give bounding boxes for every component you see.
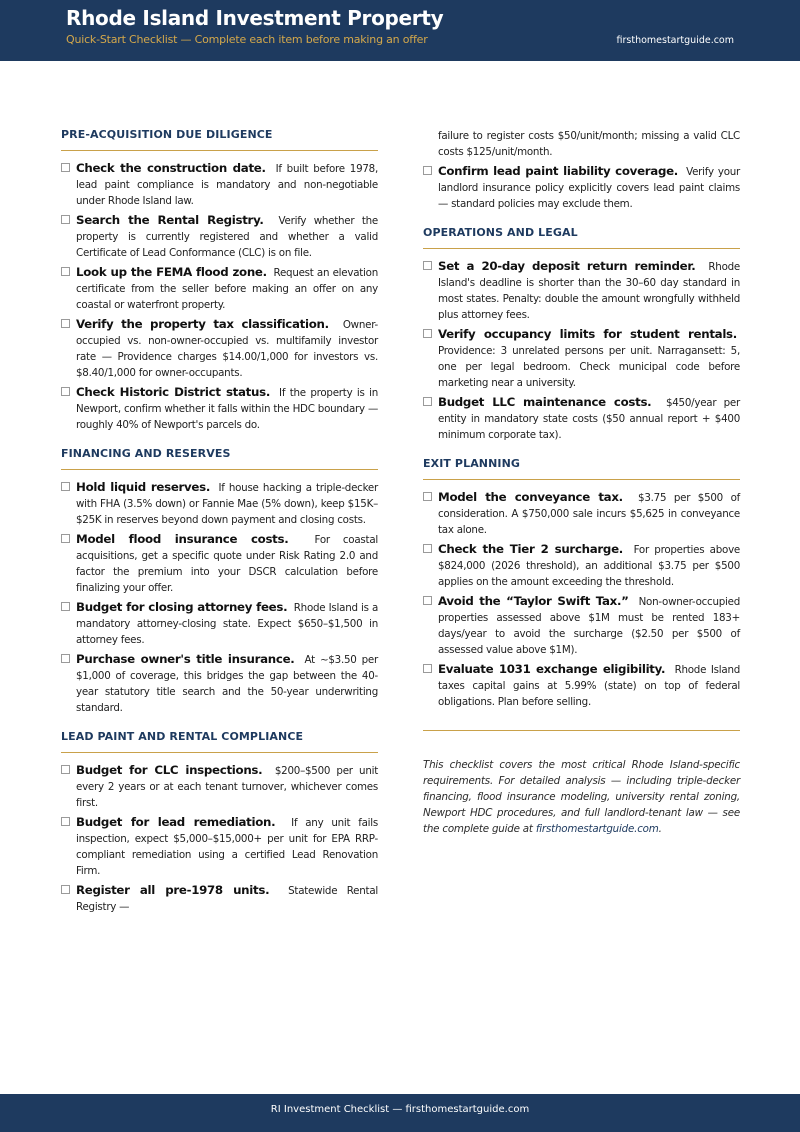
section-heading: OPERATIONS AND LEGAL: [423, 226, 740, 249]
checklist-item: [423, 258, 740, 323]
page-subtitle: Quick-Start Checklist — Complete each item before making an offer: [66, 33, 428, 46]
checkbox[interactable]: [423, 329, 432, 338]
item-body: Non-owner-occupied properties assessed above $1M must be rented 183+ days/year to avoid the surcharge ($2.50 per $500 of assessed value above $1M).: [438, 596, 740, 656]
checklist-item: [61, 599, 378, 648]
checklist-item: [423, 326, 740, 391]
item-body: For properties above $824,000 (2026 threshold), an additional $3.75 per $500 applies on the amount exceeding the threshold.: [438, 544, 740, 588]
page-footer: [0, 1094, 800, 1132]
checkbox[interactable]: [423, 166, 432, 175]
item-body: Owner-occupied vs. non-owner-occupied vs. multifamily investor rate — Providence charges $14.00/1,000 for investors vs. $8.40/1,000 for owner-occupants.: [76, 319, 378, 379]
left-column: [61, 128, 378, 929]
checkbox[interactable]: [61, 267, 70, 276]
note-divider: [423, 730, 740, 731]
section-heading: EXIT PLANNING: [423, 457, 740, 480]
item-body: $3.75 per $500 of consideration. A $750,000 sale incurs $5,625 in conveyance tax alone.: [438, 492, 741, 536]
checklist-item: [423, 163, 740, 212]
note-text: This checklist covers the most critical Rhode Island-specific requirements. For detailed analysis — including triple-decker financing, flood insurance modeling, university rental zoning, Newport HDC procedures, and full landlord-tenant law — see the complete guide at: [423, 759, 740, 835]
item-lead: Check the Tier 2 surcharge.: [438, 542, 623, 556]
item-body: Rhode Island taxes capital gains at 5.99% (state) on top of federal obligations. Plan before selling.: [438, 664, 741, 708]
item-body: If the property is in Newport, confirm whether it falls within the HDC boundary — roughly 40% of Newport's parcels do.: [76, 387, 379, 431]
checkbox[interactable]: [61, 319, 70, 328]
checkbox[interactable]: [61, 534, 70, 543]
item-body: Verify whether the property is currently registered and whether a valid Certificate of Lead Conformance (CLC) is on file.: [76, 215, 378, 259]
item-lead: Register all pre-1978 units.: [76, 883, 270, 897]
checklist-item: [61, 212, 378, 261]
checklist-item: [423, 394, 740, 443]
right-column: [423, 128, 740, 837]
item-body: Providence: 3 unrelated persons per unit. Narragansett: 5, one per legal bedroom. Check municipal code before marketing near a university.: [438, 345, 740, 389]
item-body: If any unit fails inspection, expect $5,000–$15,000+ per unit for EPA RRP-compliant remediation using a certified Lead Renovation Firm.: [76, 817, 379, 877]
checklist-item: [61, 316, 378, 381]
note-end: .: [658, 823, 662, 835]
checkbox[interactable]: [423, 261, 432, 270]
section-heading: LEAD PAINT AND RENTAL COMPLIANCE: [61, 730, 378, 753]
item-continuation: failure to register costs $50/unit/month; missing a valid CLC costs $125/unit/month.: [438, 130, 740, 158]
page-header: [0, 0, 800, 61]
item-lead: Hold liquid reserves.: [76, 480, 211, 494]
item-lead: Evaluate 1031 exchange eligibility.: [438, 662, 666, 676]
item-lead: Budget for lead remediation.: [76, 815, 276, 829]
item-body: Rhode Island is a mandatory attorney-closing state. Expect $650–$1,500 in attorney fees.: [76, 602, 379, 646]
checkbox[interactable]: [61, 387, 70, 396]
item-lead: Look up the FEMA flood zone.: [76, 265, 267, 279]
section-lead-paint-continued: [423, 128, 740, 212]
section-heading: PRE-ACQUISITION DUE DILIGENCE: [61, 128, 378, 151]
checklist-item: [61, 384, 378, 433]
closing-note: [423, 757, 740, 837]
item-body: Rhode Island's deadline is shorter than the 30–60 day standard in most states. Penalty: double the amount wrongfully withheld plus attorney fees.: [438, 261, 740, 321]
item-body: Statewide Rental Registry —: [76, 885, 379, 913]
section-operations: [423, 226, 740, 443]
checkbox[interactable]: [61, 765, 70, 774]
checklist-item: [61, 264, 378, 313]
item-body: $200–$500 per unit every 2 years or at each tenant turnover, whichever comes first.: [76, 765, 378, 809]
checklist-item: [61, 814, 378, 879]
item-body: For coastal acquisitions, get a specific quote under Risk Rating 2.0 and factor the premium into your DSCR calculation before finalizing your offer.: [76, 534, 378, 594]
item-lead: Avoid the “Taylor Swift Tax.”: [438, 594, 629, 608]
checklist-item: [61, 762, 378, 811]
section-pre-acquisition: [61, 128, 378, 433]
checkbox[interactable]: [61, 885, 70, 894]
item-body: At ∼$3.50 per $1,000 of coverage, this bridges the gap between the 40-year statutory title search and the 50-year underwriting standard.: [76, 654, 378, 714]
section-lead-paint: [61, 730, 378, 915]
footer-text: RI Investment Checklist — firsthomestartguide.com: [270, 1104, 530, 1115]
item-lead: Purchase owner's title insurance.: [76, 652, 295, 666]
checkbox[interactable]: [423, 397, 432, 406]
item-lead: Model the conveyance tax.: [438, 490, 623, 504]
checkbox[interactable]: [61, 163, 70, 172]
item-lead: Budget LLC maintenance costs.: [438, 395, 652, 409]
section-exit-planning: [423, 457, 740, 710]
item-body: Request an elevation certificate from the seller before making an offer on any coastal or waterfront property.: [76, 267, 378, 311]
checklist-item: [423, 593, 740, 658]
checkbox[interactable]: [61, 215, 70, 224]
item-lead: Budget for CLC inspections.: [76, 763, 263, 777]
checkbox[interactable]: [423, 596, 432, 605]
section-financing: [61, 447, 378, 716]
header-site-link[interactable]: firsthomestartguide.com: [616, 35, 734, 46]
section-heading: FINANCING AND RESERVES: [61, 447, 378, 470]
checkbox[interactable]: [61, 654, 70, 663]
checkbox[interactable]: [423, 664, 432, 673]
item-lead: Verify occupancy limits for student rentals.: [438, 327, 737, 341]
checkbox[interactable]: [61, 482, 70, 491]
item-body: $450/year per entity in mandatory state costs ($50 annual report + $400 minimum corporate tax).: [438, 397, 740, 441]
item-lead: Set a 20-day deposit return reminder.: [438, 259, 696, 273]
checkbox[interactable]: [61, 602, 70, 611]
checklist-item: [423, 541, 740, 590]
item-lead: Budget for closing attorney fees.: [76, 600, 288, 614]
checkbox[interactable]: [61, 817, 70, 826]
checkbox[interactable]: [423, 544, 432, 553]
checklist-item: [61, 531, 378, 596]
checklist-item: [423, 661, 740, 710]
item-body: If built before 1978, lead paint compliance is mandatory and non-negotiable under Rhode Island law.: [76, 163, 379, 207]
item-body: If house hacking a triple-decker with FHA (3.5% down) or Fannie Mae (5% down), keep $15K–$25K in reserves beyond down payment and closing costs.: [76, 482, 379, 526]
checklist-item: [61, 479, 378, 528]
item-lead: Confirm lead paint liability coverage.: [438, 164, 678, 178]
page-title: Rhode Island Investment Property: [66, 6, 444, 30]
item-lead: Verify the property tax classification.: [76, 317, 329, 331]
checkbox[interactable]: [423, 492, 432, 501]
checklist-item: [61, 882, 378, 915]
item-lead: Model flood insurance costs.: [76, 532, 289, 546]
item-lead: Check Historic District status.: [76, 385, 271, 399]
note-link[interactable]: firsthomestartguide.com: [535, 823, 659, 835]
item-lead: Search the Rental Registry.: [76, 213, 264, 227]
checklist-item: [423, 489, 740, 538]
item-lead: Check the construction date.: [76, 161, 266, 175]
item-body: Verify your landlord insurance policy explicitly covers lead paint claims — standard policies may exclude them.: [438, 166, 741, 210]
checklist-item: [61, 651, 378, 716]
checklist-item: [61, 160, 378, 209]
